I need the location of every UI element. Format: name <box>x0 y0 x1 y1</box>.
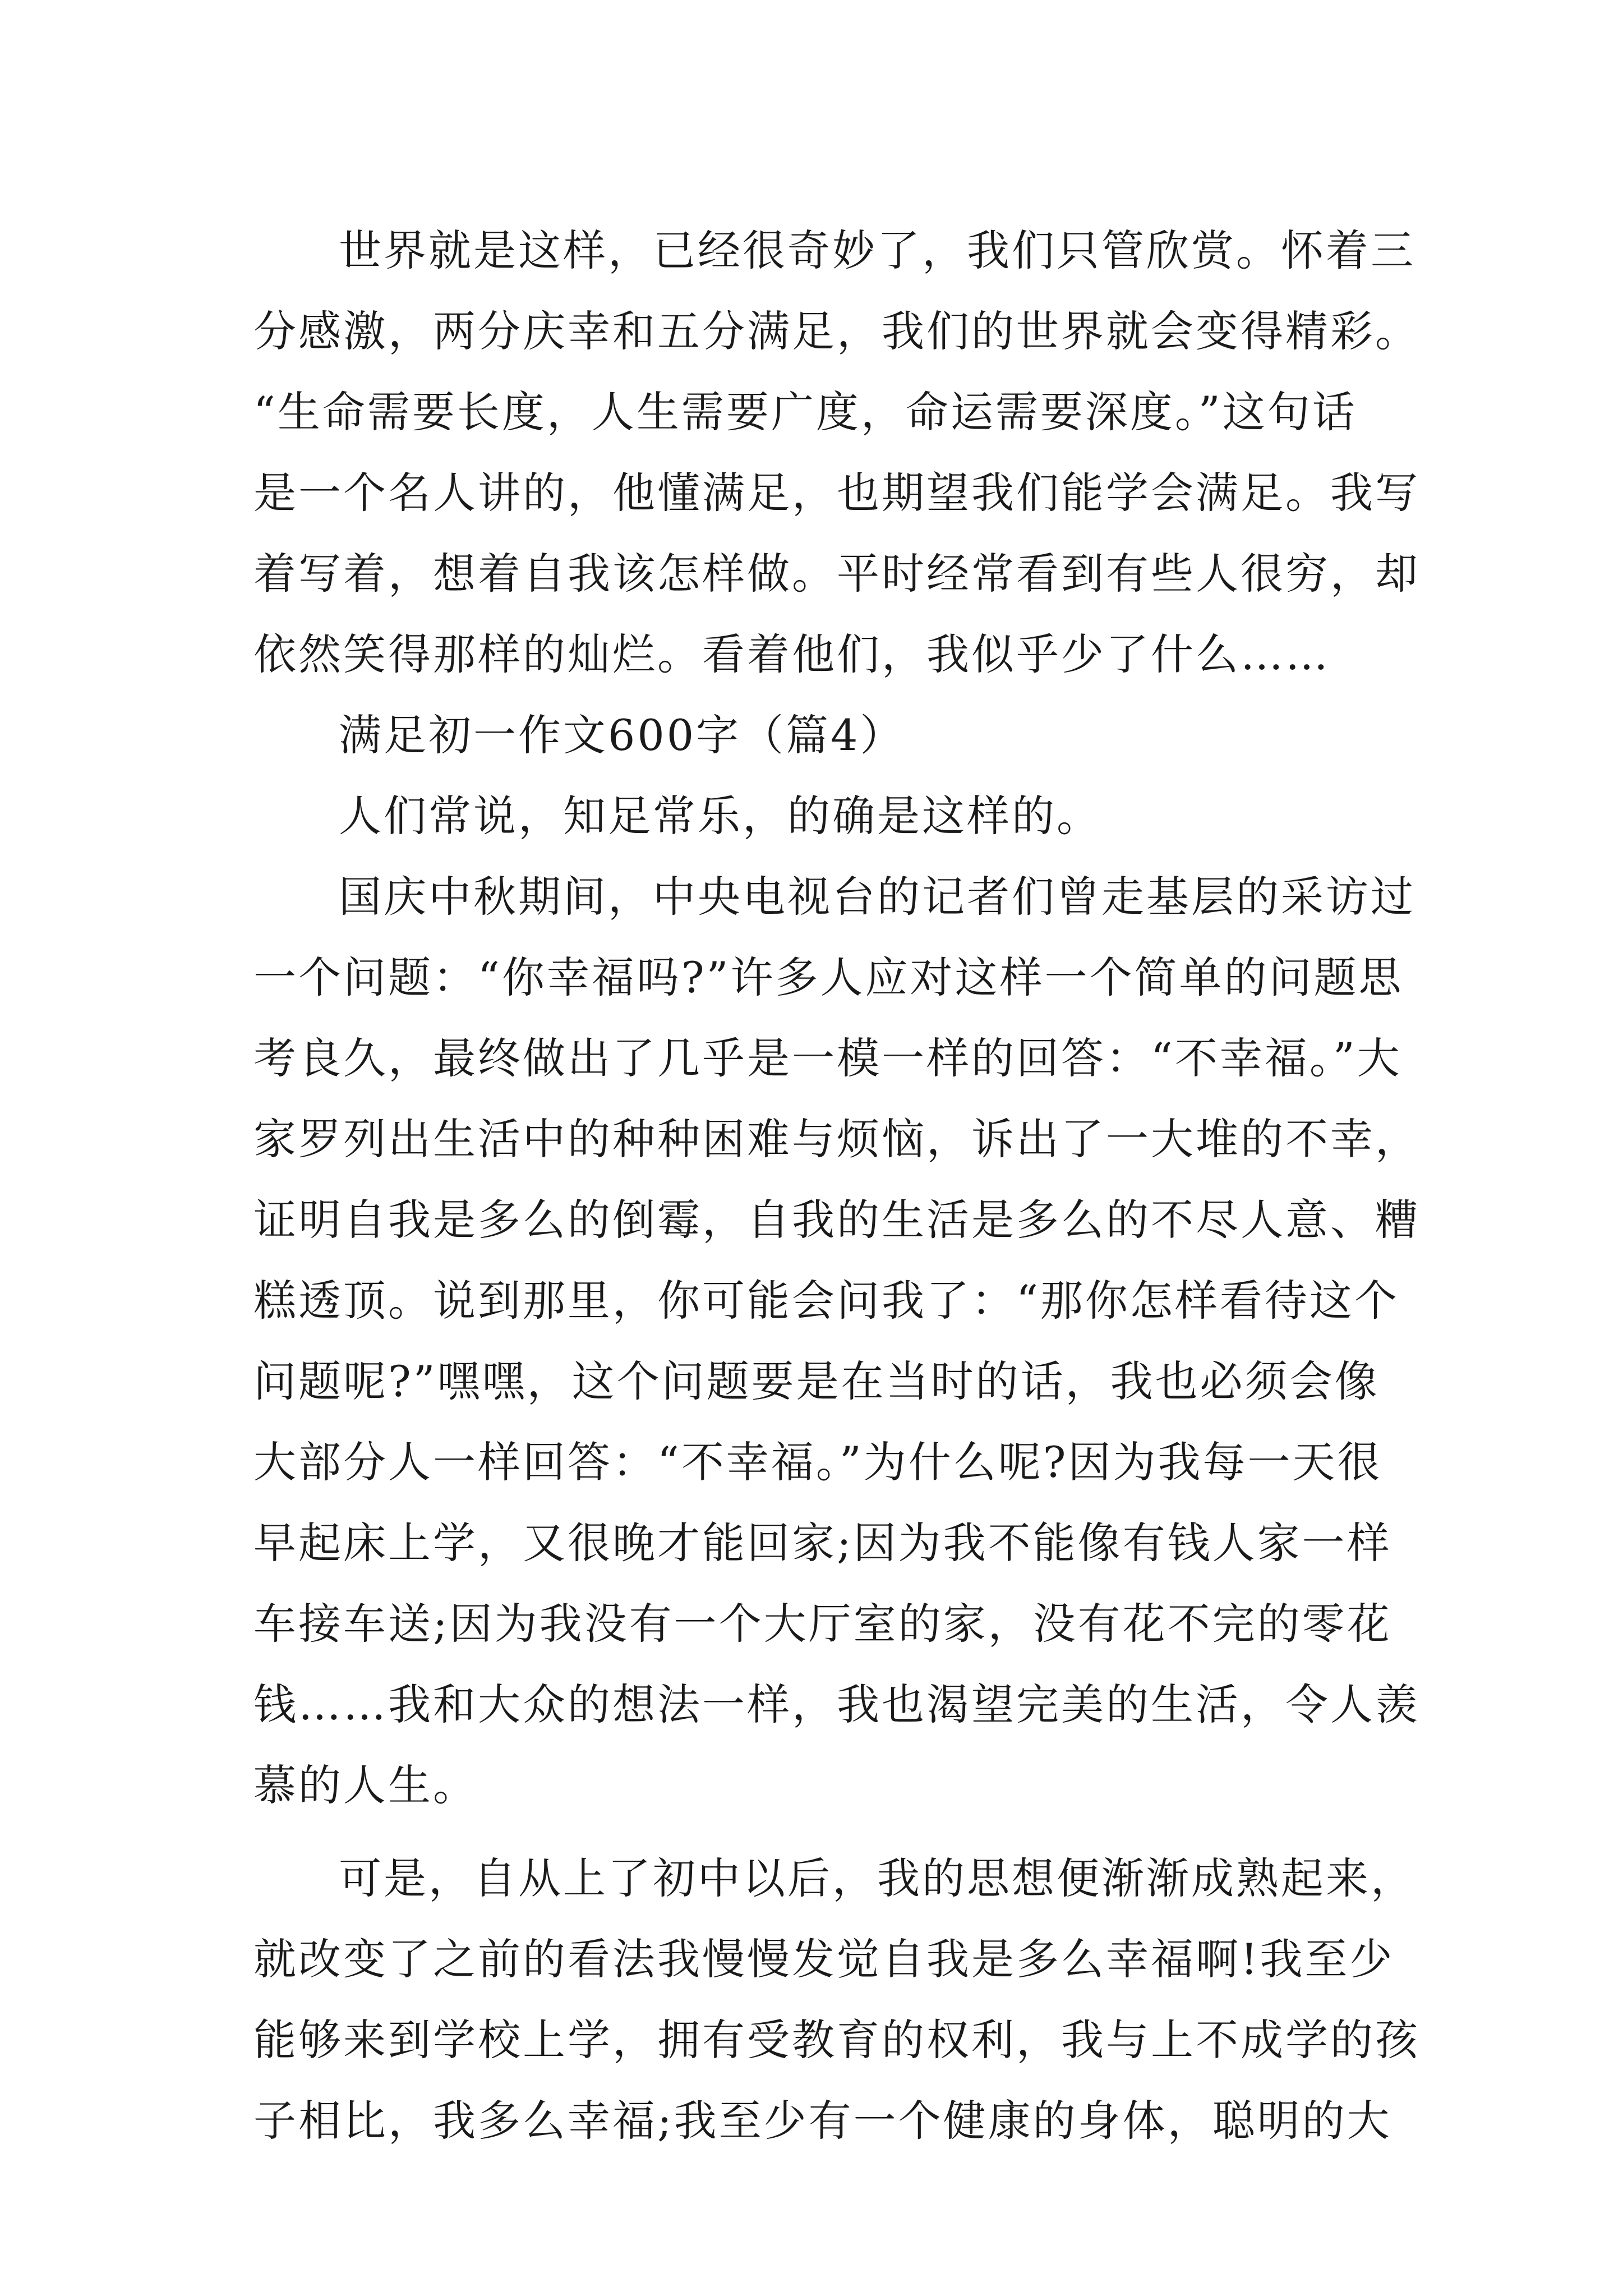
text-line: 能够来到学校上学，拥有受教育的权利，我与上不成学的孩 <box>253 2015 1420 2065</box>
text-line: 大部分人一样回答：“不幸福。”为什么呢?因为我每一天很 <box>253 1437 1382 1487</box>
text-line: 家罗列出生活中的种种困难与烦恼，诉出了一大堆的不幸， <box>253 1114 1420 1164</box>
text-line: 就改变了之前的看法我慢慢发觉自我是多么幸福啊!我至少 <box>253 1934 1395 1984</box>
text-line: 世界就是这样，已经很奇妙了，我们只管欣赏。怀着三 <box>339 226 1415 275</box>
text-line: 糕透顶。说到那里，你可能会问我了：“那你怎样看待这个 <box>253 1276 1399 1326</box>
text-line: 钱……我和大众的想法一样，我也渴望完美的生活，令人羡 <box>253 1680 1420 1729</box>
section-heading: 满足初一作文600字（篇4） <box>339 710 905 760</box>
text-line: 分感激，两分庆幸和五分满足，我们的世界就会变得精彩。 <box>253 306 1420 356</box>
text-line: 早起床上学，又很晚才能回家;因为我不能像有钱人家一样 <box>253 1518 1392 1568</box>
text-line: 着写着，想着自我该怎样做。平时经常看到有些人很穷，却 <box>253 549 1420 599</box>
text-line: 人们常说，知足常乐，的确是这样的。 <box>339 791 1101 841</box>
text-line: 依然笑得那样的灿烂。看着他们，我似乎少了什么…… <box>253 629 1330 679</box>
text-line: “生命需要长度，人生需要广度，命运需要深度。”这句话 <box>253 387 1357 437</box>
text-line: 证明自我是多么的倒霉，自我的生活是多么的不尽人意、糟 <box>253 1195 1420 1245</box>
text-line: 考良久，最终做出了几乎是一模一样的回答：“不幸福。”大 <box>253 1033 1402 1083</box>
text-line: 子相比，我多么幸福;我至少有一个健康的身体，聪明的大 <box>253 2096 1392 2146</box>
text-line: 问题呢?”嘿嘿，这个问题要是在当时的话，我也必须会像 <box>253 1356 1380 1406</box>
text-line: 一个问题：“你幸福吗?”许多人应对这样一个简单的问题思 <box>253 953 1404 1002</box>
text-line: 慕的人生。 <box>253 1760 478 1810</box>
document-body <box>253 210 1420 2161</box>
text-line: 车接车送;因为我没有一个大厅室的家，没有花不完的零花 <box>253 1599 1392 1649</box>
text-line: 国庆中秋期间，中央电视台的记者们曾走基层的采访过 <box>339 872 1415 922</box>
text-line: 是一个名人讲的，他懂满足，也期望我们能学会满足。我写 <box>253 468 1420 518</box>
text-line: 可是，自从上了初中以后，我的思想便渐渐成熟起来， <box>339 1853 1415 1903</box>
